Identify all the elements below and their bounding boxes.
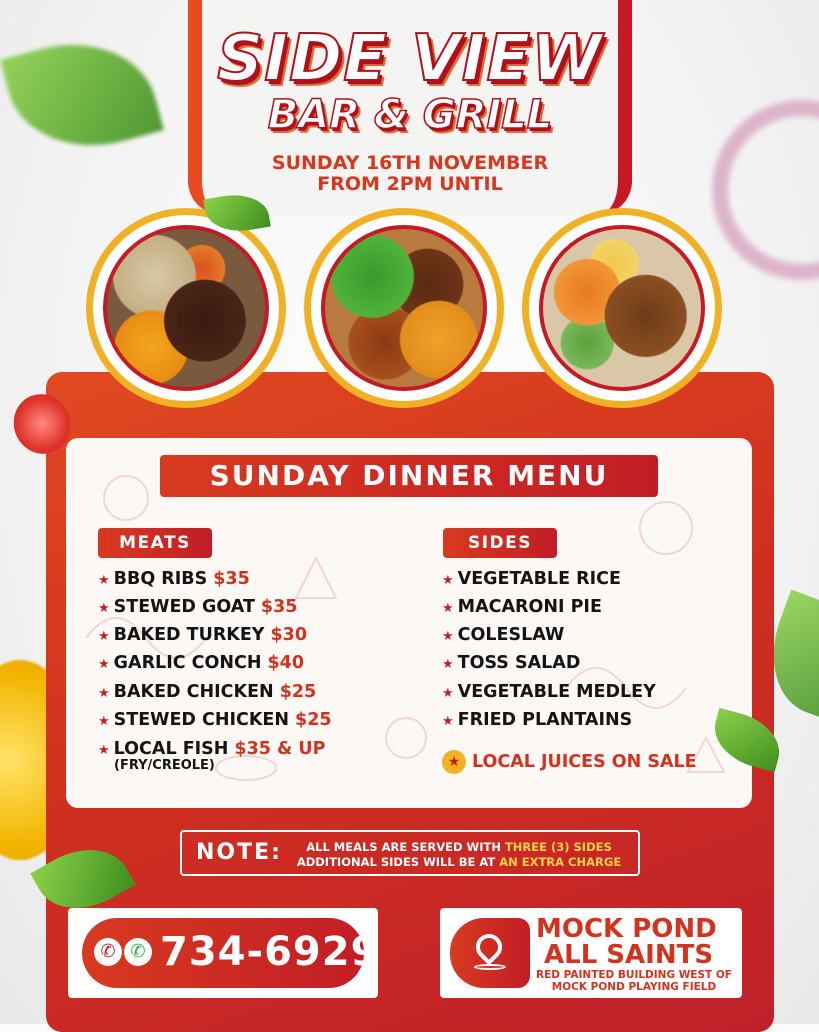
star-icon: ★ [442,714,454,729]
event-date: SUNDAY 16TH NOVEMBER [271,152,549,174]
side-item: ★ TOSS SALAD [442,653,581,673]
side-item: ★ VEGETABLE MEDLEY [442,682,656,702]
menu-title: SUNDAY DINNER MENU [160,455,658,497]
note-label: NOTE: [196,840,282,865]
star-icon: ★ [98,657,110,672]
star-icon: ★ [98,743,110,758]
star-icon: ★ [98,714,110,729]
location-line-1: MOCK POND [536,914,717,944]
star-icon: ★ [98,573,110,588]
side-item: ★ VEGETABLE RICE [442,569,621,589]
note-line: ALL MEALS ARE SERVED WITH THREE (3) SIDES [306,840,612,854]
star-icon: ★ [98,686,110,701]
food-photo-ribs [304,208,504,408]
juice-notice: ★ LOCAL JUICES ON SALE [442,750,697,774]
food-photo-oxtail [86,208,286,408]
star-icon: ★ [442,601,454,616]
meat-item: ★ BAKED TURKEY $30 [98,625,308,645]
fish-preparation-note: (FRY/CREOLE) [114,758,215,773]
note-box [180,830,640,876]
star-icon: ★ [442,573,454,588]
whatsapp-icon: ✆ [124,938,152,966]
meat-item: ★ BBQ RIBS $35 [98,569,250,589]
food-photo-chicken [522,208,722,408]
meats-heading: MEATS [98,528,212,558]
meat-item: ★ GARLIC CONCH $40 [98,653,305,673]
event-time: FROM 2PM UNTIL [317,173,503,195]
location-detail: MOCK POND PLAYING FIELD [551,981,717,993]
side-item: ★ FRIED PLANTAINS [442,710,633,730]
star-icon: ★ [442,657,454,672]
star-icon: ★ [442,750,466,774]
meat-item: ★ LOCAL FISH $35 & UP [98,739,326,759]
phone-icon: ✆ [94,938,122,966]
star-icon: ★ [98,629,110,644]
phone-number[interactable]: 734-6929 [160,929,380,975]
side-item: ★ COLESLAW [442,625,565,645]
header-card [188,0,632,215]
star-icon: ★ [442,629,454,644]
location-line-2: ALL SAINTS [544,940,714,970]
star-icon: ★ [442,686,454,701]
meat-item: ★ STEWED GOAT $35 [98,597,298,617]
title: SIDE VIEW [217,22,603,96]
subtitle: BAR & GRILL [267,92,553,138]
side-item: ★ MACARONI PIE [442,597,602,617]
map-pin-base [474,964,506,970]
meat-item: ★ BAKED CHICKEN $25 [98,682,317,702]
meat-item: ★ STEWED CHICKEN $25 [98,710,332,730]
location-detail: RED PAINTED BUILDING WEST OF [536,969,732,981]
note-line: ADDITIONAL SIDES WILL BE AT AN EXTRA CHARGE [296,855,622,869]
star-icon: ★ [98,601,110,616]
sides-heading: SIDES [443,528,557,558]
